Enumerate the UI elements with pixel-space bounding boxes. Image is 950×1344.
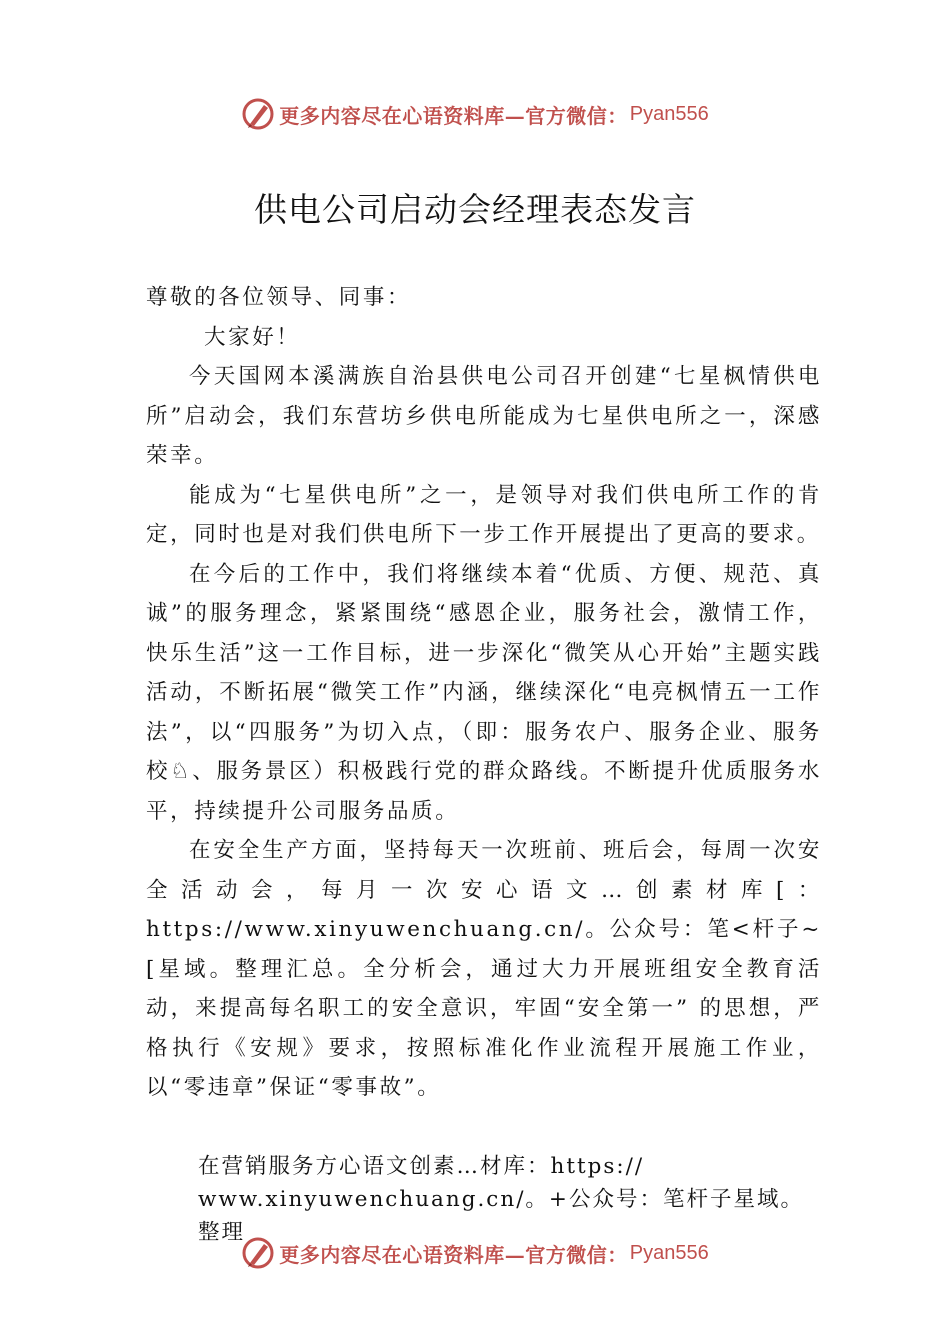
paragraph: 在今后的工作中，我们将继续本着“优质、方便、规范、真诚”的服务理念，紧紧围绕“感恩企业，服务社会，激情工作，快乐生活”这一工作目标，进一步深化“微笑从心开始”主题实践活动，不断拓展“微笑工作”内涵，继续深化“电亮枫情五一工作法”，以“四服务”为切入点，（即：服务农户、服务企业、服务校♘、服务景区）积极践行党的群众路线。不断提升优质服务水平，持续提升公司服务品质。 (146, 561, 822, 824)
paragraph: 在安全生产方面，坚持每天一次班前、班后会，每周一次安全活动会，每月一次安心语文…创素材库[：https://www.xinyuwenchuang.cn/。公众号：笔<杆子~[星域。整理汇总。全分析会，通过大力开展班组安全教育活动，来提高每名职工的安全意识，牢固“安全第一” 的思想，严格执行《安规》要求，按照标准化作业流程开展施工作业，以“零违章”保证“零事故”。 (146, 838, 822, 1100)
pen-logo-icon (241, 1236, 275, 1270)
header-banner (0, 94, 950, 134)
paragraph: 今天国网本溪满族自治县供电公司召开创建“七星枫情供电所”启动会，我们东营坊乡供电所能成为七星供电所之一，深感荣幸。 (146, 364, 822, 468)
pen-logo-icon (241, 97, 275, 131)
document-title: 供电公司启动会经理表态发言 (254, 190, 696, 229)
paragraph: 能成为“七星供电所”之一，是领导对我们供电所工作的肯定，同时也是对我们供电所下一步工作开展提出了更高的要求。 (146, 482, 822, 547)
tail-line: www.xinyuwenchuang.cn/。+公众号：笔杆子星域。整理 (198, 1187, 804, 1245)
banner-text: 更多内容尽在心语资料库—官方微信： (279, 1242, 628, 1267)
document-body (146, 278, 822, 1108)
banner-text: 更多内容尽在心语资料库—官方微信： (279, 103, 628, 128)
banner-wechat-id: Pyan556 (629, 1241, 709, 1264)
banner-wechat-id: Pyan556 (629, 102, 709, 125)
greeting: 大家好！ (204, 324, 301, 350)
footer-banner (0, 1233, 950, 1273)
salutation: 尊敬的各位领导、同事： (146, 285, 412, 310)
tail-line: 在营销服务方心语文创素…材库：https:// (198, 1154, 645, 1179)
